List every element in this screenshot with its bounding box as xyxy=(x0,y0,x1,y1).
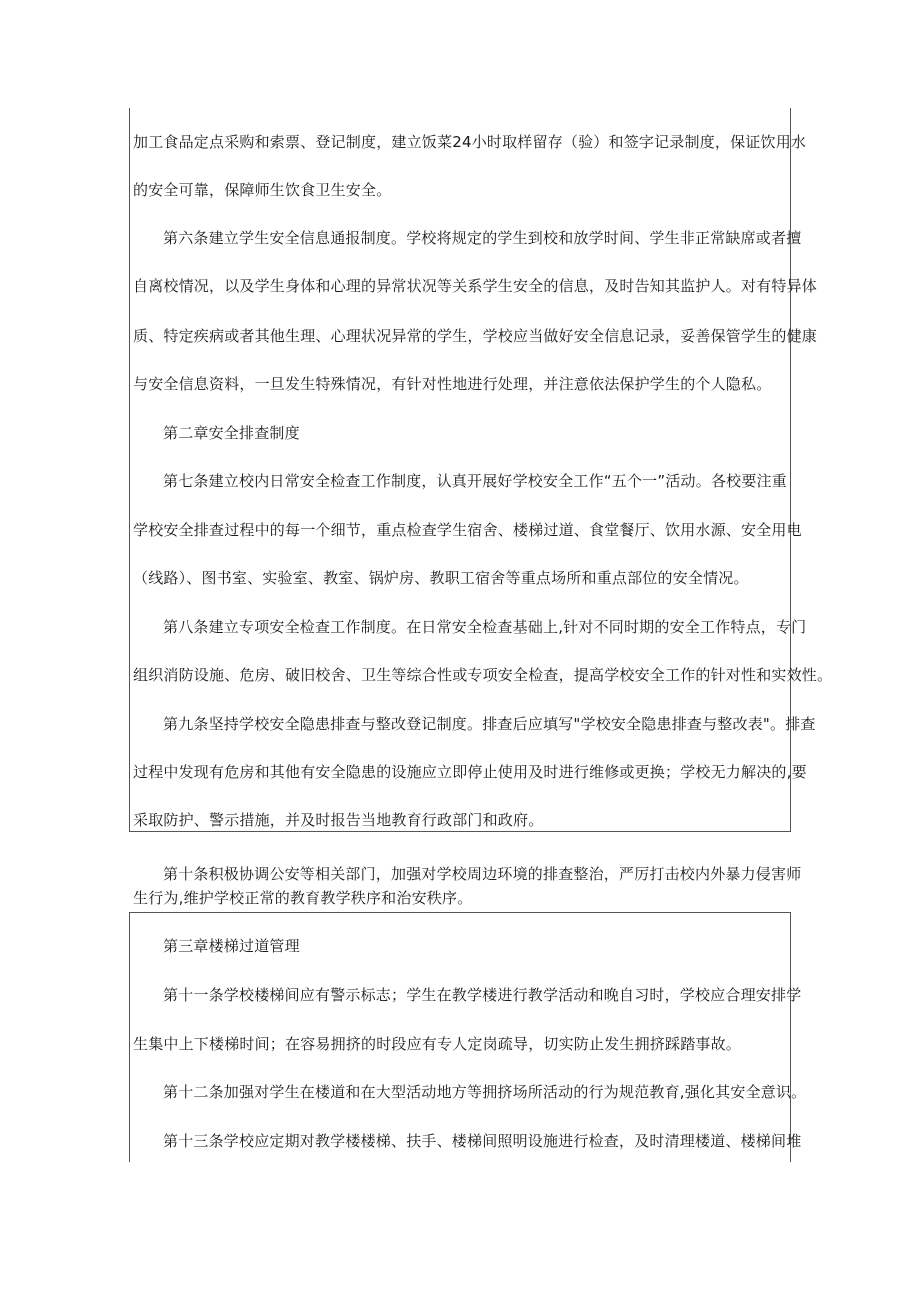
paragraph-line: 生集中上下楼梯时间；在容易拥挤的时段应有专人定岗疏导，切实防止发生拥挤踩踏事故。 xyxy=(133,1035,742,1053)
paragraph-line: 加工食品定点采购和索票、登记制度，建立饭菜24小时取样留存（验）和签字记录制度，保证饮用水 xyxy=(133,133,807,151)
paragraph-line: 的安全可靠，保障师生饮食卫生安全。 xyxy=(133,181,392,199)
paragraph-line: 第十三条学校应定期对教学楼楼梯、扶手、楼梯间照明设施进行检查，及时清理楼道、楼梯间堆 xyxy=(163,1132,802,1150)
paragraph-line: （线路）、图书室、实验室、教室、锅炉房、教职工宿舍等重点场所和重点部位的安全情况。 xyxy=(133,569,749,587)
paragraph-line: 采取防护、警示措施，并及时报告当地教育行政部门和政府。 xyxy=(133,811,544,829)
paragraph-line: 第九条坚持学校安全隐患排查与整改登记制度。排查后应填写"学校安全隐患排查与整改表"。排查 xyxy=(163,715,816,733)
chapter-heading: 第二章安全排查制度 xyxy=(163,424,300,442)
paragraph-line: 学校安全排查过程中的每一个细节，重点检查学生宿舍、楼梯过道、食堂餐厅、饮用水源、安全用电 xyxy=(133,521,802,539)
paragraph-line: 第六条建立学生安全信息通报制度。学校将规定的学生到校和放学时间、学生非正常缺席或者擅 xyxy=(163,229,802,247)
paragraph-line: 第十二条加强对学生在楼道和在大型活动地方等拥挤场所活动的行为规范教育,强化其安全意识。 xyxy=(163,1083,807,1101)
paragraph-line: 第八条建立专项安全检查工作制度。在日常安全检查基础上,针对不同时期的安全工作特点，专门 xyxy=(163,618,807,636)
paragraph-line: 质、特定疾病或者其他生理、心理状况异常的学生，学校应当做好安全信息记录，妥善保管学生的健康 xyxy=(133,327,818,345)
paragraph-line: 第十条积极协调公安等相关部门，加强对学校周边环境的排查整治，严厉打击校内外暴力侵害师 xyxy=(163,865,802,883)
paragraph-line: 过程中发现有危房和其他有安全隐患的设施应立即停止使用及时进行维修或更换；学校无力解决的,要 xyxy=(133,763,807,781)
chapter-heading: 第三章楼梯过道管理 xyxy=(163,937,300,955)
paragraph-line: 与安全信息资料，一旦发生特殊情况，有针对性地进行处理，并注意依法保护学生的个人隐私。 xyxy=(133,375,772,393)
paragraph-line: 组织消防设施、危房、破旧校舍、卫生等综合性或专项安全检查，提高学校安全工作的针对性和实效性。 xyxy=(133,666,833,684)
paragraph-line: 自离校情况，以及学生身体和心理的异常状况等关系学生安全的信息，及时告知其监护人。对有特异体 xyxy=(133,277,818,295)
paragraph-line: 第十一条学校楼梯间应有警示标志；学生在教学楼进行教学活动和晚自习时，学校应合理安排学 xyxy=(163,986,802,1004)
paragraph-line: 第七条建立校内日常安全检查工作制度，认真开展好学校安全工作“五个一”活动。各校要注重 xyxy=(163,472,787,490)
paragraph-line: 生行为,维护学校正常的教育教学秩序和治安秩序。 xyxy=(133,889,473,907)
